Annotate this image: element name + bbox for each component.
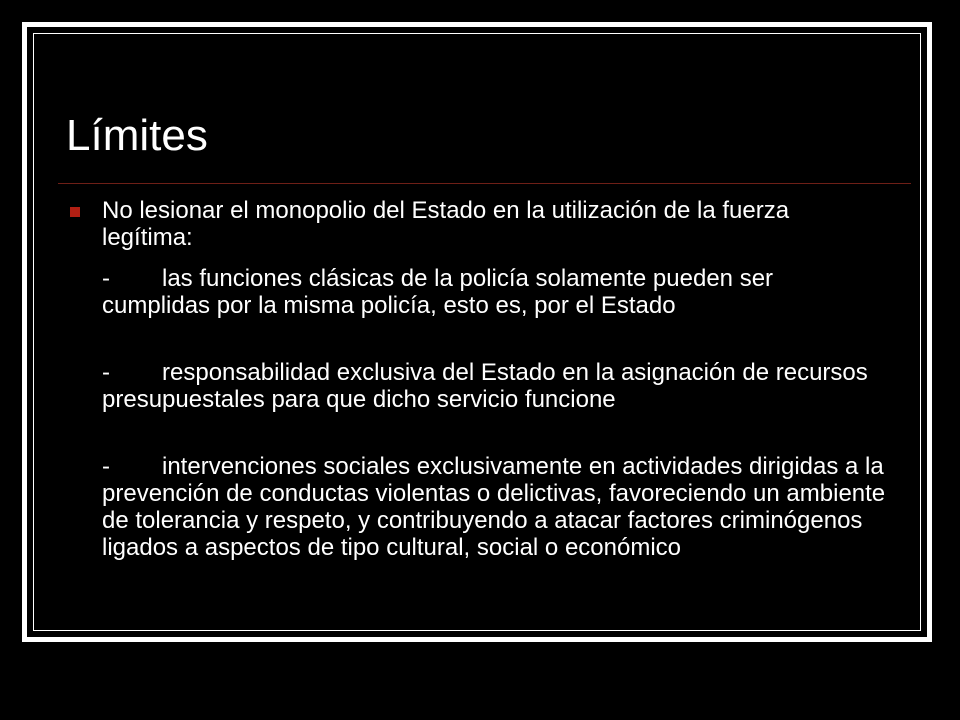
title-divider <box>58 183 911 184</box>
sub-item-text: las funciones clásicas de la policía solamente pueden ser cumplidas por la misma policía, esto es, por el Estado <box>102 265 774 319</box>
bullet-text: No lesionar el monopolio del Estado en la utilización de la fuerza legítima: <box>102 197 790 251</box>
dash-marker: - <box>102 359 110 386</box>
slide-title: Límites <box>66 111 208 160</box>
sub-item <box>66 453 886 561</box>
square-bullet-icon <box>70 207 80 217</box>
slide-content <box>66 197 886 561</box>
dash-marker: - <box>102 453 110 480</box>
sub-item-text: intervenciones sociales exclusivamente en actividades dirigidas a la prevención de conductas violentas o delictivas, favoreciendo un ambiente de tolerancia y respeto, y contribuyendo a atacar factores criminógenos ligados a aspectos de tipo cultural, social o económico <box>102 453 886 561</box>
bullet-item <box>66 197 886 251</box>
sub-item <box>66 359 886 413</box>
sub-item <box>66 265 886 319</box>
dash-marker: - <box>102 265 110 292</box>
sub-item-text: responsabilidad exclusiva del Estado en la asignación de recursos presupuestales para que dicho servicio funcione <box>102 359 868 413</box>
